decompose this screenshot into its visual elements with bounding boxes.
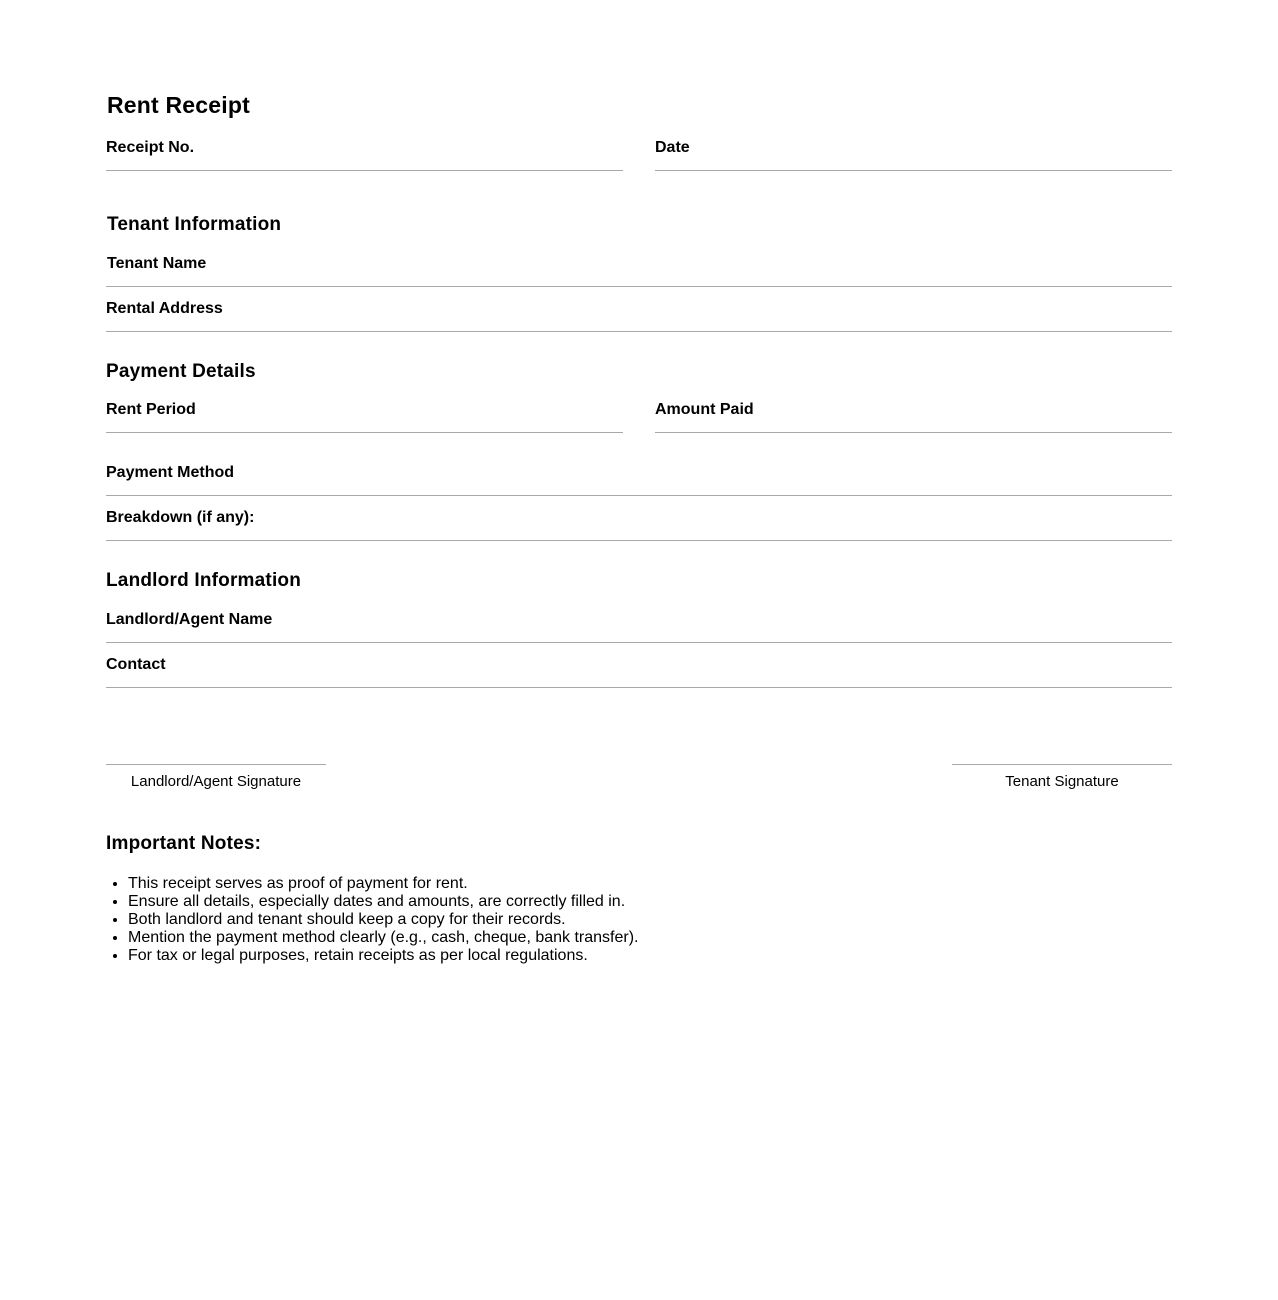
rent-period-field[interactable] xyxy=(106,432,623,433)
payment-method-label: Payment Method xyxy=(106,464,235,481)
breakdown-field[interactable] xyxy=(106,540,1172,541)
list-item: • This receipt serves as proof of payment for rent. xyxy=(128,875,639,893)
breakdown-label: Breakdown (if any): xyxy=(106,509,255,526)
amount-paid-label: Amount Paid xyxy=(655,401,754,418)
date-field[interactable] xyxy=(655,170,1172,171)
list-item: • For tax or legal purposes, retain receipts as per local regulations. xyxy=(128,947,639,965)
important-notes-list xyxy=(106,875,639,965)
contact-field[interactable] xyxy=(106,687,1172,688)
payment-method-field[interactable] xyxy=(106,495,1172,496)
list-item: • Mention the payment method clearly (e.g., cash, cheque, bank transfer). xyxy=(128,929,639,947)
landlord-signature-label: Landlord/Agent Signature xyxy=(130,773,302,790)
page-title: Rent Receipt xyxy=(107,92,250,118)
landlord-name-field[interactable] xyxy=(106,642,1172,643)
payment-details-heading: Payment Details xyxy=(106,361,256,382)
rental-address-field[interactable] xyxy=(106,331,1172,332)
important-notes-heading: Important Notes: xyxy=(106,833,262,854)
tenant-signature-label: Tenant Signature xyxy=(1005,773,1119,790)
tenant-information-heading: Tenant Information xyxy=(107,214,282,235)
date-label: Date xyxy=(655,139,690,156)
list-item: • Both landlord and tenant should keep a copy for their records. xyxy=(128,911,639,929)
receipt-no-label: Receipt No. xyxy=(106,139,195,156)
landlord-signature-line[interactable] xyxy=(106,764,326,765)
landlord-name-label: Landlord/Agent Name xyxy=(106,611,273,628)
tenant-name-label: Tenant Name xyxy=(107,255,207,272)
landlord-information-heading: Landlord Information xyxy=(106,570,302,591)
tenant-signature-line[interactable] xyxy=(952,764,1172,765)
list-item: • Ensure all details, especially dates and amounts, are correctly filled in. xyxy=(128,893,639,911)
amount-paid-field[interactable] xyxy=(655,432,1172,433)
rent-period-label: Rent Period xyxy=(106,401,196,418)
contact-label: Contact xyxy=(106,656,166,673)
rental-address-label: Rental Address xyxy=(106,300,223,317)
receipt-no-field[interactable] xyxy=(106,170,623,171)
tenant-name-field[interactable] xyxy=(106,286,1172,287)
